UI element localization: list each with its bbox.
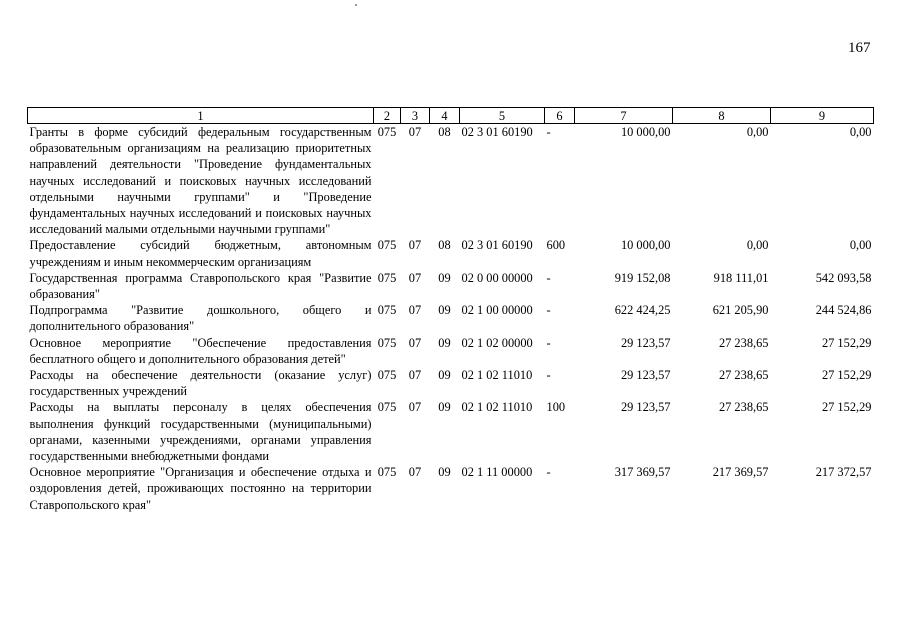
row-name: Основное мероприятие "Организация и обеспечение отдыха и оздоровления детей, проживающих постоянно на территории Ставропольского края" — [29, 465, 372, 512]
header-col-4: 4 — [430, 108, 460, 124]
row-expense-type: - — [546, 125, 551, 139]
table-row — [28, 335, 874, 367]
header-col-2: 2 — [374, 108, 401, 124]
row-amount-3: 27 152,29 — [821, 368, 872, 383]
header-col-5: 5 — [460, 108, 545, 124]
table-row — [28, 270, 874, 302]
row-amount-3: 27 152,29 — [821, 335, 872, 350]
row-expense-type: 100 — [546, 400, 566, 415]
row-subsection: 09 — [438, 465, 451, 480]
row-target-article: 02 3 01 60190 — [461, 238, 533, 253]
row-amount-2: 27 238,65 — [718, 400, 769, 415]
row-target-article: 02 3 01 60190 — [461, 125, 533, 139]
table-row — [28, 124, 874, 238]
header-row — [28, 108, 874, 124]
row-amount-2: 918 111,01 — [713, 270, 769, 285]
row-ministry-code: 075 — [377, 125, 397, 139]
row-amount-1: 29 123,57 — [620, 368, 671, 383]
row-target-article: 02 1 02 00000 — [461, 335, 533, 350]
row-section: 07 — [408, 270, 422, 285]
row-amount-1: 10 000,00 — [620, 238, 671, 253]
row-ministry-code: 075 — [377, 400, 397, 415]
row-ministry-code: 075 — [377, 368, 397, 383]
row-expense-type: - — [546, 335, 551, 350]
row-ministry-code: 075 — [377, 335, 397, 350]
row-amount-3: 0,00 — [849, 125, 872, 139]
row-amount-1: 317 369,57 — [614, 465, 671, 480]
row-name: Основное мероприятие "Обеспечение предоставления бесплатного общего и дополнительного образования детей" — [29, 335, 372, 366]
row-amount-2: 0,00 — [746, 125, 769, 139]
table-row — [28, 237, 874, 269]
row-amount-2: 0,00 — [746, 238, 769, 253]
scan-speck — [355, 4, 357, 6]
row-expense-type: - — [546, 303, 551, 318]
row-amount-3: 244 524,86 — [815, 303, 872, 318]
row-section: 07 — [408, 400, 422, 415]
row-name: Государственная программа Ставропольского края "Развитие образования" — [29, 270, 372, 302]
row-target-article: 02 1 00 00000 — [461, 303, 533, 318]
table-row — [28, 399, 874, 464]
table-row — [28, 367, 874, 399]
row-name: Подпрограмма "Развитие дошкольного, общего и дополнительного образования" — [29, 303, 372, 334]
row-target-article: 02 0 00 00000 — [461, 270, 533, 285]
row-amount-3: 27 152,29 — [821, 400, 872, 415]
row-ministry-code: 075 — [377, 238, 397, 253]
row-amount-3: 542 093,58 — [815, 270, 872, 285]
row-subsection: 09 — [438, 368, 451, 383]
row-amount-1: 29 123,57 — [620, 400, 671, 415]
budget-table — [27, 107, 874, 513]
row-amount-2: 27 238,65 — [718, 335, 769, 350]
row-section: 07 — [408, 465, 422, 480]
row-subsection: 09 — [438, 303, 451, 318]
row-amount-1: 919 152,08 — [614, 270, 671, 285]
table-row — [28, 464, 874, 513]
row-ministry-code: 075 — [377, 270, 397, 285]
row-target-article: 02 1 11 00000 — [461, 465, 533, 480]
row-subsection: 09 — [438, 400, 451, 415]
row-expense-type: - — [546, 270, 551, 285]
header-col-7: 7 — [575, 108, 673, 124]
table-header — [28, 108, 874, 124]
header-col-6: 6 — [545, 108, 575, 124]
table-row — [28, 302, 874, 334]
header-col-1: 1 — [28, 108, 374, 124]
row-subsection: 08 — [438, 125, 451, 139]
row-name: Гранты в форме субсидий федеральным государственным образовательным организациям на реализацию приоритетных направлений деятельности "Проведение фундаментальных научных исследований и поисковых научных исследований отдельными научными группами" и "Проведение фундаментальных научных исследований и поисковых научных исследований малыми отдельными научными группами" — [29, 125, 372, 237]
header-col-9: 9 — [771, 108, 874, 124]
row-target-article: 02 1 02 11010 — [461, 400, 533, 415]
row-section: 07 — [408, 238, 422, 253]
row-ministry-code: 075 — [377, 303, 397, 318]
row-amount-2: 27 238,65 — [718, 368, 769, 383]
row-amount-3: 0,00 — [849, 238, 872, 253]
row-section: 07 — [408, 335, 422, 350]
row-amount-1: 29 123,57 — [620, 335, 671, 350]
header-col-3: 3 — [401, 108, 430, 124]
row-amount-2: 621 205,90 — [712, 303, 769, 318]
row-amount-2: 217 369,57 — [712, 465, 769, 480]
row-section: 07 — [408, 125, 422, 139]
row-target-article: 02 1 02 11010 — [461, 368, 533, 383]
row-expense-type: - — [546, 368, 551, 383]
row-amount-1: 10 000,00 — [620, 125, 671, 139]
page-number: 167 — [848, 40, 871, 56]
table-body — [28, 124, 874, 513]
row-subsection: 09 — [438, 270, 451, 285]
row-section: 07 — [408, 368, 422, 383]
row-amount-3: 217 372,57 — [815, 465, 872, 480]
row-section: 07 — [408, 303, 422, 318]
row-name: Расходы на выплаты персоналу в целях обеспечения выполнения функций государственными (муниципальными) органами, казенными учреждениями, органами управления государственными внебюджетными фондами — [29, 400, 372, 464]
row-amount-1: 622 424,25 — [614, 303, 671, 318]
row-subsection: 09 — [438, 335, 451, 350]
row-expense-type: 600 — [546, 238, 566, 253]
row-ministry-code: 075 — [377, 465, 397, 480]
row-subsection: 08 — [438, 238, 451, 253]
header-col-8: 8 — [673, 108, 771, 124]
row-name: Расходы на обеспечение деятельности (оказание услуг) государственных учреждений — [29, 368, 372, 399]
row-name: Предоставление субсидий бюджетным, автономным учреждениям и иным некоммерческим организациям — [29, 238, 372, 269]
row-expense-type: - — [546, 465, 551, 480]
